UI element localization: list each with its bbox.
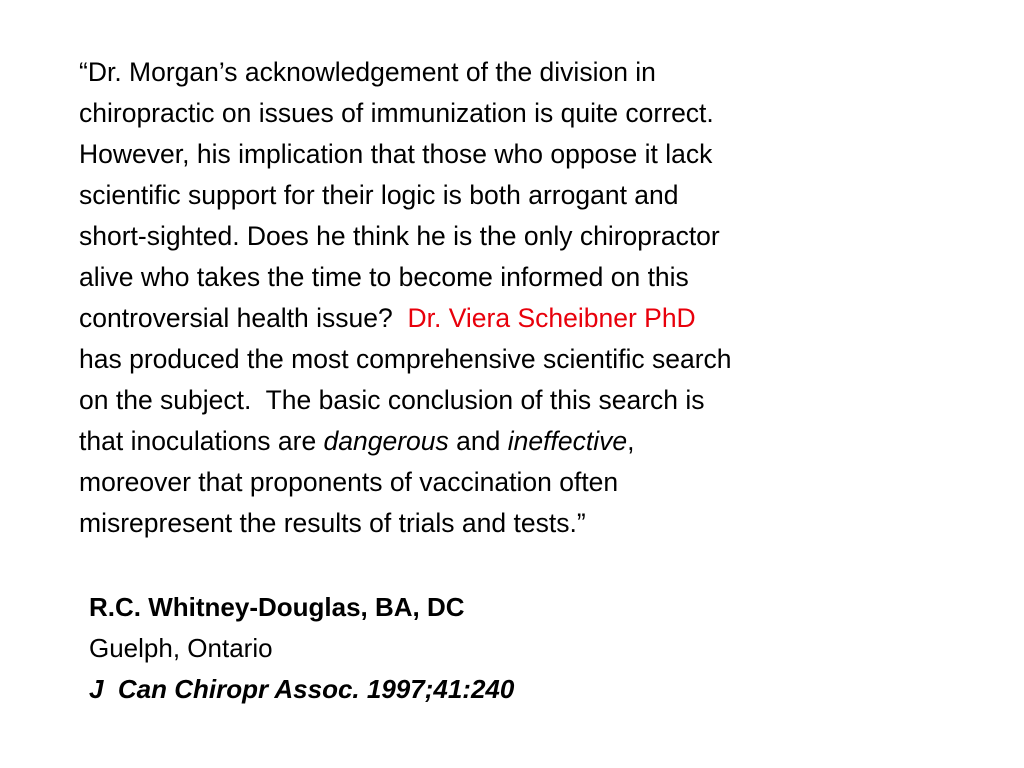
quote-line-9: on the subject. The basic conclusion of this search is [79,385,705,415]
quote-line-10 [79,421,959,462]
quote-line-8: has produced the most comprehensive scientific search [79,344,732,374]
author-location: Guelph, Ontario [89,633,273,663]
highlighted-author-name: Dr. Viera Scheibner PhD [407,303,696,333]
quote-line-10-comma: , [627,426,635,456]
emphasis-ineffective: ineffective [507,426,628,456]
quote-line-10-conjunction: and [448,426,508,456]
quote-line-6: alive who takes the time to become informed on this [79,262,689,292]
author-name: R.C. Whitney-Douglas, BA, DC [89,592,465,622]
quote-line-3: However, his implication that those who oppose it lack [79,139,713,169]
quote-block [79,52,959,544]
quote-line-4: scientific support for their logic is both arrogant and [79,180,679,210]
quote-line-1: “Dr. Morgan’s acknowledgement of the division in [79,57,656,87]
attribution-block [89,587,889,710]
quote-line-10-text: that inoculations are [79,426,324,456]
quote-line-2: chiropractic on issues of immunization is quite correct. [79,98,714,128]
quote-line-12: misrepresent the results of trials and tests.” [79,508,586,538]
journal-citation: J Can Chiropr Assoc. 1997;41:240 [89,674,515,704]
quote-line-5: short-sighted. Does he think he is the only chiropractor [79,221,720,251]
quote-line-7 [79,298,959,339]
emphasis-dangerous: dangerous [323,426,449,456]
quote-line-7-text: controversial health issue? [79,303,408,333]
quote-line-11: moreover that proponents of vaccination often [79,467,619,497]
